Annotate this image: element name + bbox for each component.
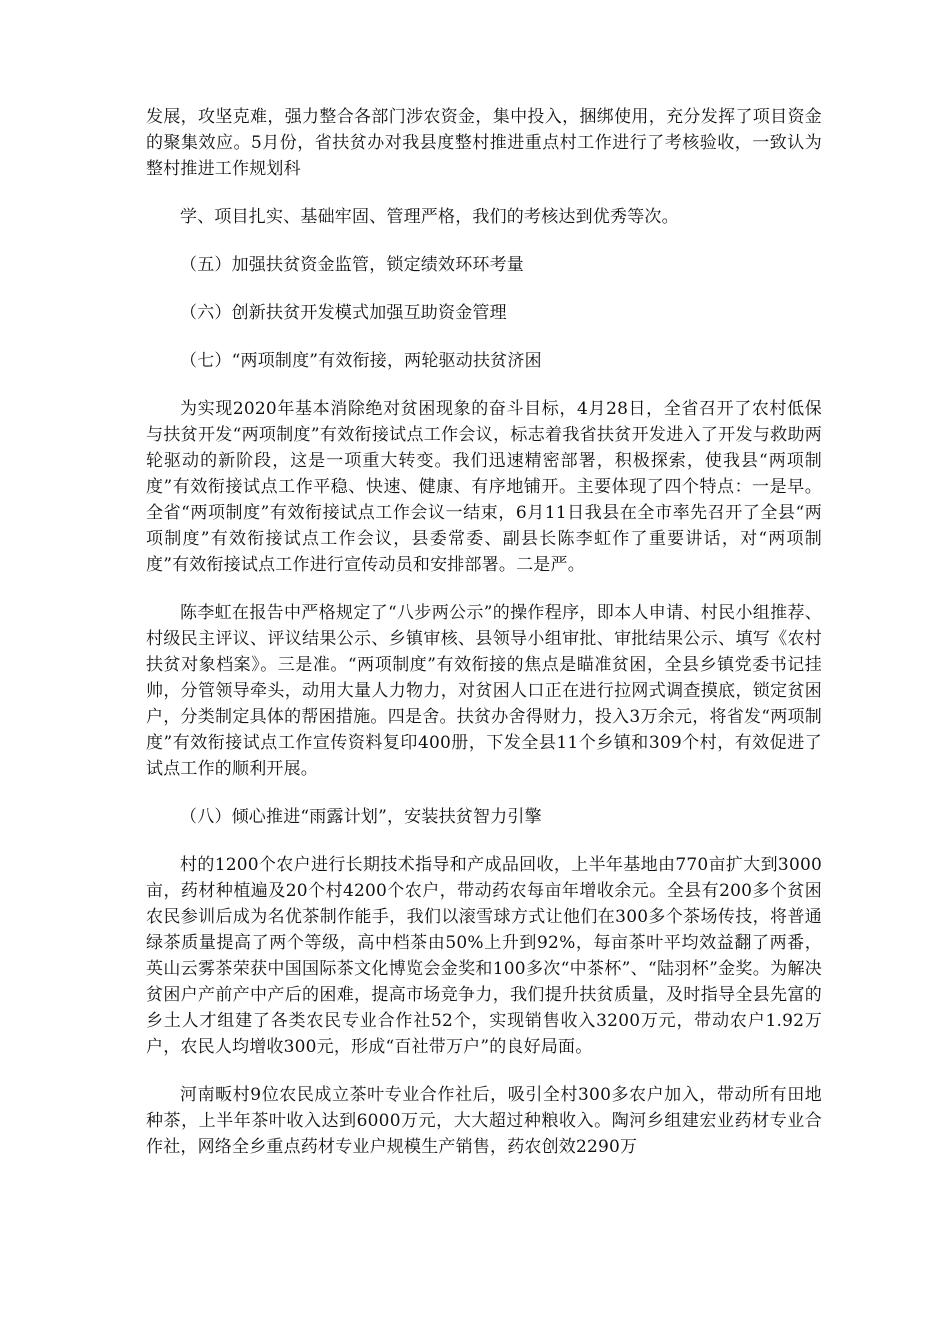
section-heading-5: （五）加强扶贫资金监管，锁定绩效环环考量: [180, 255, 524, 275]
paragraph-gap: [146, 182, 822, 204]
paragraph-gap: [146, 578, 822, 600]
section-heading-6: （六）创新扶贫开发模式加强互助资金管理: [180, 303, 507, 323]
paragraph-gap: [146, 1060, 822, 1082]
paragraph-two-systems: 为实现2020年基本消除绝对贫困现象的奋斗目标，4月28日，全省召开了农村低保与扶贫开发“两项制度”有效衔接试点工作会议，标志着我省扶贫开发进入了开发与救助两轮驱动的新阶段，这是一项重大转变。我们迅速精密部署，积极探索，使我县“两项制度”有效衔接试点工作平稳、快速、健康、有序地铺开。主要体现了四个特点：一是早。全省“两项制度”有效衔接试点工作会议一结束，6月11日我县在全市率先召开了全县“两项制度”有效衔接试点工作会议，县委常委、副县长陈李虹作了重要讲话，对“两项制度”有效衔接试点工作进行宣传动员和安排部署。二是严。: [146, 399, 822, 575]
paragraph-gap: [146, 230, 822, 252]
paragraph-gap: [146, 782, 822, 804]
paragraph-gap: [146, 830, 822, 852]
paragraph-procedure: 陈李虹在报告中严格规定了“八步两公示”的操作程序，即本人申请、村民小组推荐、村级民主评议、评议结果公示、乡镇审核、县领导小组审批、审批结果公示、填写《农村扶贫对象档案》。三是准。“两项制度”有效衔接的焦点是瞄准贫困，全县乡镇党委书记挂帅，分管领导牵头，动用大量人力物力，对贫困人口正在进行拉网式调查摸底，锁定贫困户，分类制定具体的帮困措施。四是舍。扶贫办舍得财力，投入3万余元，将省发“两项制度”有效衔接试点工作宣传资料复印400册，下发全县11个乡镇和309个村，有效促进了试点工作的顺利开展。: [146, 603, 822, 779]
paragraph-cooperative: 河南畈村9位农民成立茶叶专业合作社后，吸引全村300多农户加入，带动所有田地种茶，上半年茶叶收入达到6000万元，大大超过种粮收入。陶河乡组建宏业药材专业合作社，网络全乡重点药材专业户规模生产销售，药农创效2290万: [146, 1085, 822, 1157]
paragraph-gap: [146, 278, 822, 300]
document-body: [146, 104, 822, 1160]
section-heading-8: （八）倾心推进“雨露计划”，安装扶贫智力引擎: [180, 807, 542, 827]
paragraph-gap: [146, 374, 822, 396]
paragraph-2: 学、项目扎实、基础牢固、管理严格，我们的考核达到优秀等次。: [180, 207, 679, 227]
paragraph-training: 村的1200个农户进行长期技术指导和产成品回收，上半年基地由770亩扩大到3000亩，药材种植遍及20个村4200个农户，带动药农每亩年增收余元。全县有200多个贫困农民参训后成为名优茶制作能手，我们以滚雪球方式让他们在300多个茶场传技，将普通绿茶质量提高了两个等级，高中档茶由50%上升到92%，每亩茶叶平均效益翻了两番，英山云雾茶荣获中国国际茶文化博览会金奖和100多次“中茶杯”、“陆羽杯”金奖。为解决贫困户产前产中产后的困难，提高市场竞争力，我们提升扶贫质量，及时指导全县先富的乡土人才组建了各类农民专业合作社52个，实现销售收入3200万元，带动农户1.92万户，农民人均增收300元，形成“百社带万户”的良好局面。: [146, 855, 822, 1057]
section-heading-7: （七）“两项制度”有效衔接，两轮驱动扶贫济困: [180, 351, 542, 371]
paragraph-1: 发展，攻坚克难，强力整合各部门涉农资金，集中投入，捆绑使用，充分发挥了项目资金的聚集效应。5月份，省扶贫办对我县度整村推进重点村工作进行了考核验收，一致认为整村推进工作规划科: [146, 107, 822, 179]
paragraph-gap: [146, 326, 822, 348]
